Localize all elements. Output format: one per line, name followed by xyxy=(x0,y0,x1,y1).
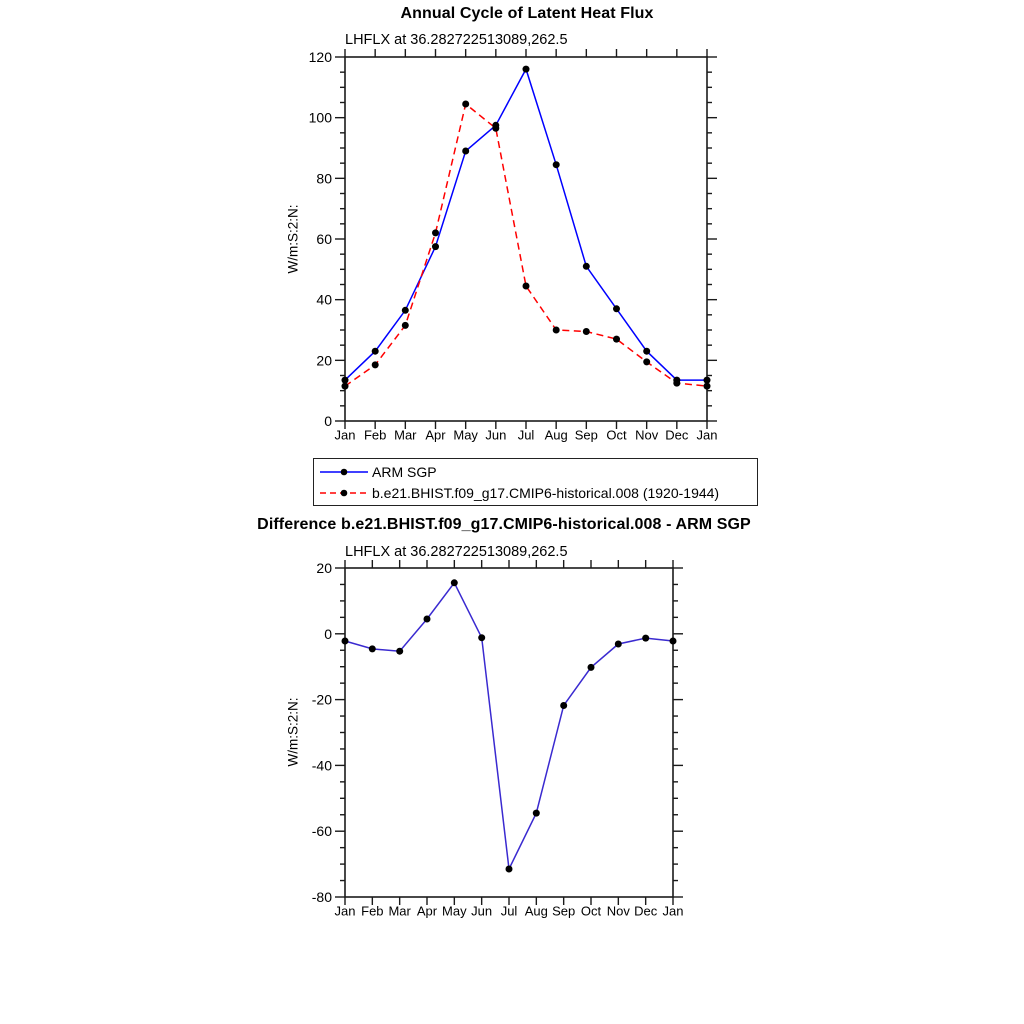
legend-item-model xyxy=(318,482,757,503)
data-point-marker xyxy=(506,866,513,873)
y-tick-label: 60 xyxy=(316,231,332,247)
x-tick-label: Nov xyxy=(606,903,630,919)
x-tick-label: Jul xyxy=(500,903,518,919)
legend-label-model: b.e21.BHIST.f09_g17.CMIP6-historical.008 (1920-1944) xyxy=(372,484,720,501)
data-point-marker xyxy=(673,380,680,387)
y-tick-label: 120 xyxy=(308,49,332,65)
x-tick-label: Oct xyxy=(580,903,602,919)
y-tick-label: 40 xyxy=(316,291,332,308)
x-tick-label: Jun xyxy=(471,903,493,919)
y-tick-label: 100 xyxy=(308,109,332,126)
data-point-marker xyxy=(613,336,620,343)
data-point-marker xyxy=(588,664,595,671)
y-tick-label: 20 xyxy=(316,352,332,369)
data-point-marker xyxy=(372,348,379,355)
x-tick-label: Dec xyxy=(634,903,658,919)
data-point-marker xyxy=(492,125,499,132)
y-tick-label: -60 xyxy=(311,823,332,840)
y-tick-label: -20 xyxy=(311,691,332,708)
top-chart-title: Annual Cycle of Latent Heat Flux xyxy=(400,5,654,22)
data-point-marker xyxy=(342,383,349,390)
data-point-marker xyxy=(424,616,431,623)
x-tick-label: Feb xyxy=(363,427,387,443)
x-tick-label: Jan xyxy=(662,903,684,919)
x-tick-label: Jan xyxy=(334,903,356,919)
data-point-marker xyxy=(642,635,649,642)
y-tick-label: 20 xyxy=(316,560,332,576)
data-point-marker xyxy=(432,229,439,236)
data-point-marker xyxy=(369,645,376,652)
diff-chart-subtitle: LHFLX at 36.282722513089,262.5 xyxy=(345,544,568,560)
data-point-marker xyxy=(560,702,567,709)
y-tick-label: -40 xyxy=(311,757,332,774)
x-tick-label: Jun xyxy=(485,427,507,443)
data-point-marker xyxy=(704,383,711,390)
legend-solid-line-sample xyxy=(318,467,370,477)
data-point-marker xyxy=(583,328,590,335)
data-point-marker xyxy=(451,579,458,586)
data-point-marker xyxy=(402,307,409,314)
plot-frame xyxy=(345,57,707,421)
data-point-marker xyxy=(643,348,650,355)
legend-label-arm-sgp: ARM SGP xyxy=(372,463,437,480)
x-tick-label: Mar xyxy=(394,427,417,443)
x-tick-label: Jan xyxy=(334,427,356,443)
data-point-marker xyxy=(670,638,677,645)
x-tick-label: Sep xyxy=(552,903,576,919)
data-point-marker xyxy=(462,101,469,108)
top-chart-y-axis-label: W/m:S:2:N: xyxy=(285,204,301,274)
x-tick-label: Oct xyxy=(606,427,627,443)
chart-1-plot-area xyxy=(312,560,684,919)
legend-dashed-line-sample xyxy=(318,488,370,498)
data-point-marker xyxy=(342,638,349,645)
x-tick-label: May xyxy=(453,427,478,443)
chart-0-plot-area xyxy=(309,49,718,443)
y-tick-label: 0 xyxy=(324,413,332,429)
x-tick-label: Aug xyxy=(544,427,568,443)
data-point-marker xyxy=(372,361,379,368)
x-tick-label: Dec xyxy=(665,427,689,443)
data-point-marker xyxy=(553,327,560,334)
data-point-marker xyxy=(523,66,530,73)
data-point-marker xyxy=(613,305,620,312)
x-tick-label: Apr xyxy=(416,903,438,919)
data-point-marker xyxy=(402,322,409,329)
x-tick-label: May xyxy=(442,903,467,919)
data-point-marker xyxy=(523,283,530,290)
data-point-marker xyxy=(432,243,439,250)
data-point-marker xyxy=(342,377,349,384)
data-point-marker xyxy=(643,358,650,365)
top-chart-subtitle: LHFLX at 36.282722513089,262.5 xyxy=(345,32,568,48)
x-tick-label: Mar xyxy=(388,903,411,919)
data-point-marker xyxy=(615,641,622,648)
x-tick-label: Nov xyxy=(635,427,659,443)
data-point-marker xyxy=(396,648,403,655)
legend-item-arm-sgp xyxy=(318,461,757,482)
y-tick-label: 0 xyxy=(324,625,332,642)
data-point-marker xyxy=(583,263,590,270)
series-line-0 xyxy=(345,583,673,869)
plot-frame xyxy=(345,568,673,897)
data-point-marker xyxy=(553,161,560,168)
series-line-1 xyxy=(345,104,707,386)
data-point-marker xyxy=(478,634,485,641)
x-tick-label: Sep xyxy=(574,427,598,443)
series-line-0 xyxy=(345,69,707,380)
x-tick-label: Jul xyxy=(517,427,535,443)
x-tick-label: Jan xyxy=(696,427,718,443)
x-tick-label: Apr xyxy=(425,427,446,443)
data-point-marker xyxy=(704,377,711,384)
x-tick-label: Feb xyxy=(361,903,384,919)
diff-chart-y-axis-label: W/m:S:2:N: xyxy=(285,697,301,767)
diff-chart-title: Difference b.e21.BHIST.f09_g17.CMIP6-historical.008 - ARM SGP xyxy=(257,516,751,533)
data-point-marker xyxy=(462,148,469,155)
x-tick-label: Aug xyxy=(524,903,548,919)
legend-box xyxy=(313,458,758,506)
data-point-marker xyxy=(533,810,540,817)
y-tick-label: 80 xyxy=(316,170,332,187)
y-tick-label: -80 xyxy=(311,889,332,905)
